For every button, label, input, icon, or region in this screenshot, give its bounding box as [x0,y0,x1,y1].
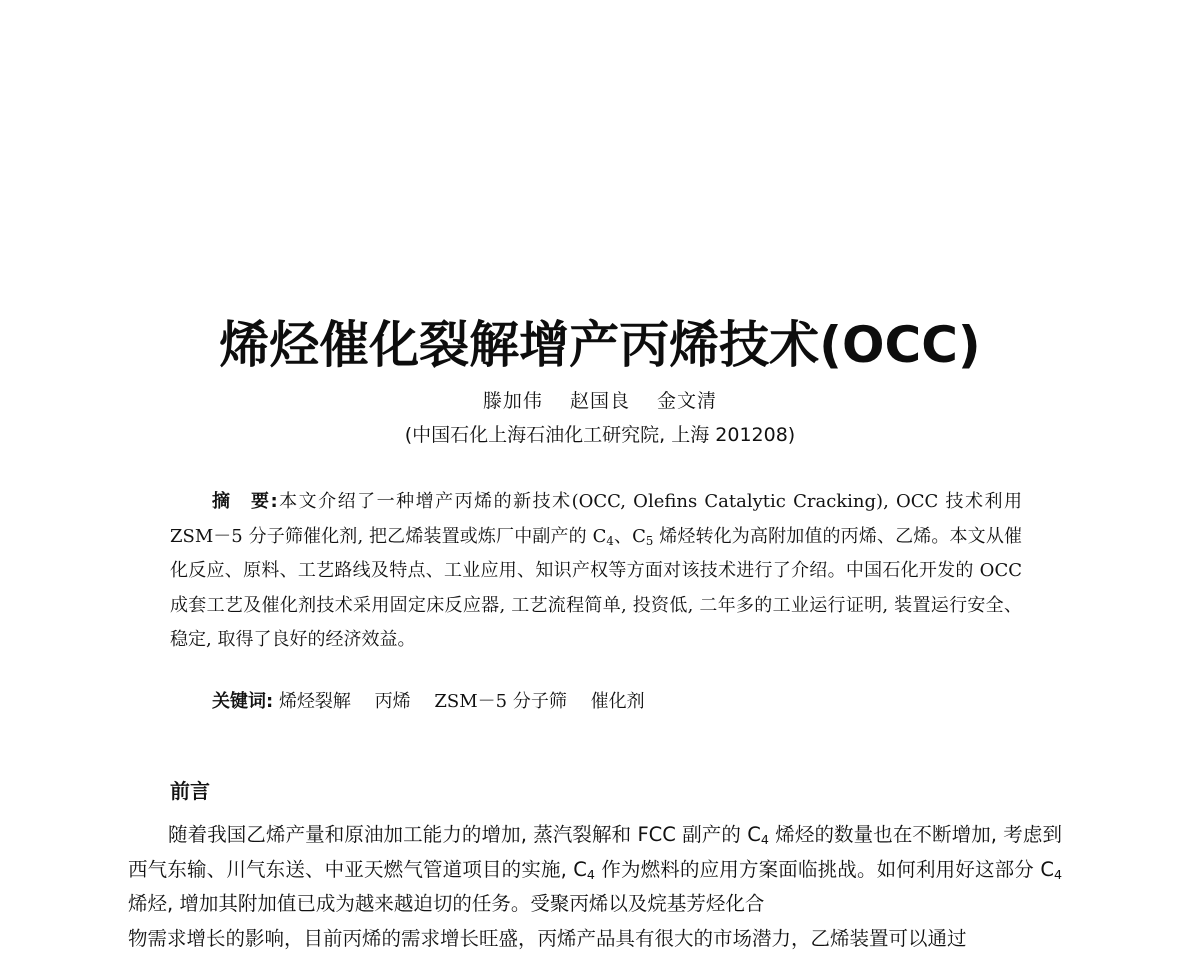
keywords-label: 关键词: [212,691,274,712]
subscript: 4 [1053,866,1063,882]
subscript: 5 [645,533,654,548]
abstract-text: 、C [613,525,646,547]
subscript: 4 [760,832,769,848]
subscript: 4 [606,533,614,548]
keyword: 烯烃裂解 [278,691,351,712]
abstract-paragraph [170,485,1022,658]
keyword: ZSM－5 分子筛 [434,691,567,712]
keyword: 丙烯 [374,691,411,712]
author-list [0,386,1200,413]
body-text: 随着我国乙烯产量和原油加工能力的增加, 蒸汽裂解和 FCC 副产的 C [168,823,761,846]
subscript: 4 [586,866,595,882]
keyword: 催化剂 [590,691,645,712]
abstract-text: 烯烃转化为高附加值的丙烯、乙烯。本文从催化反应、原料、工艺路线及特点、工业应用、知识产权等方面对该技术进行了介绍。中国石化开发的 OCC 成套工艺及催化剂技术采用固定床反应器, 工艺流程简单, 投资低, 二年多的工业运行证明, 装置运行安全、稳定, 取得了良好的经济效益。 [170,525,1022,650]
paper-title: 烯烃催化裂解增产丙烯技术(OCC) [219,316,981,374]
author-name: 赵国良 [569,390,630,412]
abstract-label: 摘 要: [212,491,278,512]
abstract-text: 本文介绍了一种增产丙烯的新技术(OCC, Olefins Catalytic Cracking), OCC 技术利用 ZSM－5 分子筛催化剂, 把乙烯装置或炼厂中副产的 C [170,491,1023,547]
intro-paragraph [128,818,1062,922]
body-text: 作为燃料的应用方案面临挑战。如何利用好这部分 C [594,857,1054,881]
author-name: 金文清 [657,390,718,412]
section-heading: 前言 [170,779,210,803]
author-affiliation: (中国石化上海石油化工研究院, 上海 201208) [404,424,796,446]
author-name: 滕加伟 [482,390,543,412]
intro-cutoff-line: 物需求增长的影响，目前丙烯的需求增长旺盛，丙烯产品具有很大的市场潜力，乙烯装置可以通过 [128,927,967,950]
body-text: 烯烃的数量也在不断增加, 考虑到西气东输、川气东送、中亚天燃气管道项目的实施, C [128,823,1062,881]
body-text: 烯烃, 增加其附加值已成为越来越迫切的任务。受聚丙烯以及烷基芳烃化合 [128,892,765,915]
keywords-line [212,687,1012,717]
